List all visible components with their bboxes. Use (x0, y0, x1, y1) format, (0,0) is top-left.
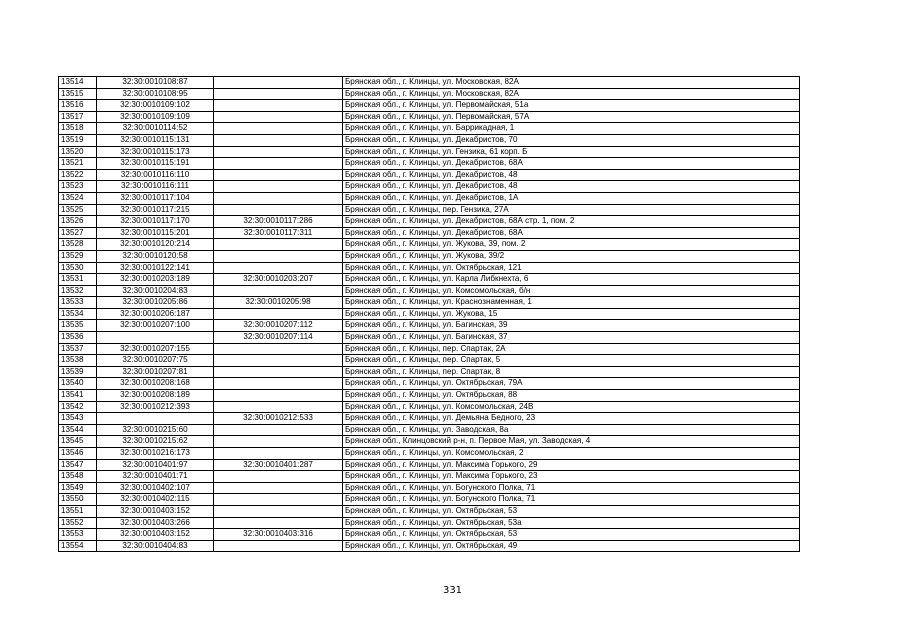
cadastral-number-cell: 32:30:0010117:170 (97, 216, 214, 228)
parent-cadastral-number-cell (214, 343, 343, 355)
cadastral-number-cell: 32:30:0010208:189 (97, 390, 214, 402)
parent-cadastral-number-cell (214, 77, 343, 89)
table-row (59, 471, 800, 483)
cadastral-number-cell: 32:30:0010402:107 (97, 482, 214, 494)
address-cell: Брянская обл., г. Клинцы, ул. Комсомольская, 24В (343, 401, 800, 413)
cadastral-number-cell: 32:30:0010120:214 (97, 239, 214, 251)
row-number-cell: 13530 (59, 262, 97, 274)
table-row (59, 482, 800, 494)
cadastral-number-cell: 32:30:0010108:87 (97, 77, 214, 89)
address-cell: Брянская обл., г. Клинцы, ул. Октябрьская, 53а (343, 517, 800, 529)
row-number-cell: 13542 (59, 401, 97, 413)
table-row (59, 123, 800, 135)
cadastral-number-cell: 32:30:0010207:75 (97, 355, 214, 367)
address-cell: Брянская обл., г. Клинцы, ул. Максима Горького, 23 (343, 471, 800, 483)
table-row (59, 343, 800, 355)
cadastral-number-cell: 32:30:0010116:110 (97, 169, 214, 181)
row-number-cell: 13519 (59, 134, 97, 146)
parent-cadastral-number-cell: 32:30:0010403:316 (214, 529, 343, 541)
parent-cadastral-number-cell (214, 482, 343, 494)
parent-cadastral-number-cell (214, 540, 343, 552)
table-row (59, 355, 800, 367)
address-cell: Брянская обл., г. Клинцы, ул. Жукова, 15 (343, 308, 800, 320)
address-cell: Брянская обл., г. Клинцы, ул. Заводская, 8а (343, 424, 800, 436)
cadastral-number-cell: 32:30:0010108:95 (97, 88, 214, 100)
cadastral-number-cell: 32:30:0010204:83 (97, 285, 214, 297)
parent-cadastral-number-cell (214, 448, 343, 460)
parent-cadastral-number-cell (214, 111, 343, 123)
row-number-cell: 13529 (59, 250, 97, 262)
address-cell: Брянская обл., г. Клинцы, ул. Жукова, 39, пом. 2 (343, 239, 800, 251)
parent-cadastral-number-cell (214, 134, 343, 146)
parent-cadastral-number-cell (214, 366, 343, 378)
cadastral-number-cell: 32:30:0010109:102 (97, 100, 214, 112)
cadastral-number-cell: 32:30:0010404:83 (97, 540, 214, 552)
table-row (59, 448, 800, 460)
table-row (59, 77, 800, 89)
address-cell: Брянская обл., г. Клинцы, ул. Декабристов, 70 (343, 134, 800, 146)
address-cell: Брянская обл., г. Клинцы, ул. Карла Либкнехта, 6 (343, 274, 800, 286)
table-row (59, 308, 800, 320)
parent-cadastral-number-cell: 32:30:0010207:112 (214, 320, 343, 332)
cadastral-number-cell: 32:30:0010215:62 (97, 436, 214, 448)
address-cell: Брянская обл., г. Клинцы, ул. Краснознаменная, 1 (343, 297, 800, 309)
parent-cadastral-number-cell (214, 308, 343, 320)
row-number-cell: 13538 (59, 355, 97, 367)
parent-cadastral-number-cell (214, 401, 343, 413)
parent-cadastral-number-cell (214, 123, 343, 135)
parent-cadastral-number-cell: 32:30:0010401:287 (214, 459, 343, 471)
row-number-cell: 13547 (59, 459, 97, 471)
address-cell: Брянская обл., г. Клинцы, ул. Богунского Полка, 71 (343, 494, 800, 506)
parent-cadastral-number-cell (214, 355, 343, 367)
cadastral-number-cell: 32:30:0010207:81 (97, 366, 214, 378)
address-cell: Брянская обл., г. Клинцы, ул. Багинская, 39 (343, 320, 800, 332)
row-number-cell: 13520 (59, 146, 97, 158)
row-number-cell: 13516 (59, 100, 97, 112)
cadastral-number-cell: 32:30:0010115:191 (97, 158, 214, 170)
table-row (59, 239, 800, 251)
parent-cadastral-number-cell: 32:30:0010205:98 (214, 297, 343, 309)
row-number-cell: 13550 (59, 494, 97, 506)
cadastral-number-cell: 32:30:0010401:97 (97, 459, 214, 471)
address-cell: Брянская обл., г. Клинцы, ул. Октябрьская, 53 (343, 529, 800, 541)
parent-cadastral-number-cell (214, 424, 343, 436)
address-cell: Брянская обл., г. Клинцы, пер. Спартак, 5 (343, 355, 800, 367)
table-row (59, 192, 800, 204)
table-row (59, 320, 800, 332)
row-number-cell: 13518 (59, 123, 97, 135)
cadastral-number-cell: 32:30:0010215:60 (97, 424, 214, 436)
cadastral-number-cell: 32:30:0010207:100 (97, 320, 214, 332)
table-row (59, 505, 800, 517)
row-number-cell: 13517 (59, 111, 97, 123)
address-cell: Брянская обл., г. Клинцы, ул. Декабристов, 1А (343, 192, 800, 204)
cadastral-number-cell: 32:30:0010115:173 (97, 146, 214, 158)
parent-cadastral-number-cell (214, 192, 343, 204)
row-number-cell: 13539 (59, 366, 97, 378)
table-row (59, 378, 800, 390)
row-number-cell: 13526 (59, 216, 97, 228)
parent-cadastral-number-cell: 32:30:0010203:207 (214, 274, 343, 286)
cadastral-number-cell: 32:30:0010115:131 (97, 134, 214, 146)
row-number-cell: 13540 (59, 378, 97, 390)
table-row (59, 250, 800, 262)
row-number-cell: 13514 (59, 77, 97, 89)
address-cell: Брянская обл., г. Клинцы, ул. Декабристов, 48 (343, 169, 800, 181)
row-number-cell: 13527 (59, 227, 97, 239)
address-cell: Брянская обл., г. Клинцы, ул. Багинская, 37 (343, 332, 800, 344)
parent-cadastral-number-cell: 32:30:0010117:311 (214, 227, 343, 239)
table-row (59, 262, 800, 274)
address-cell: Брянская обл., г. Клинцы, пер. Спартак, 2А (343, 343, 800, 355)
address-cell: Брянская обл., г. Клинцы, ул. Максима Горького, 29 (343, 459, 800, 471)
table-row (59, 459, 800, 471)
address-cell: Брянская обл., г. Клинцы, ул. Декабристов, 68А (343, 227, 800, 239)
cadastral-number-cell: 32:30:0010205:86 (97, 297, 214, 309)
address-cell: Брянская обл., г. Клинцы, ул. Первомайская, 57А (343, 111, 800, 123)
address-cell: Брянская обл., г. Клинцы, пер. Спартак, 8 (343, 366, 800, 378)
address-cell: Брянская обл., г. Клинцы, ул. Гензика, 61 корп. Б (343, 146, 800, 158)
parent-cadastral-number-cell (214, 436, 343, 448)
address-cell: Брянская обл., г. Клинцы, ул. Жукова, 39/2 (343, 250, 800, 262)
address-cell: Брянская обл., г. Клинцы, ул. Октябрьская, 49 (343, 540, 800, 552)
cadastral-number-cell: 32:30:0010117:104 (97, 192, 214, 204)
parent-cadastral-number-cell (214, 88, 343, 100)
row-number-cell: 13536 (59, 332, 97, 344)
parent-cadastral-number-cell (214, 505, 343, 517)
address-cell: Брянская обл., г. Клинцы, ул. Декабристов, 68А (343, 158, 800, 170)
row-number-cell: 13522 (59, 169, 97, 181)
table-row (59, 285, 800, 297)
table-row (59, 158, 800, 170)
address-cell: Брянская обл., г. Клинцы, ул. Комсомольская, 2 (343, 448, 800, 460)
cadastral-number-cell: 32:30:0010117:215 (97, 204, 214, 216)
table-row (59, 146, 800, 158)
registry-table (58, 76, 800, 552)
parent-cadastral-number-cell (214, 239, 343, 251)
row-number-cell: 13524 (59, 192, 97, 204)
parent-cadastral-number-cell (214, 146, 343, 158)
cadastral-number-cell: 32:30:0010402:115 (97, 494, 214, 506)
address-cell: Брянская обл., г. Клинцы, ул. Баррикадная, 1 (343, 123, 800, 135)
table-row (59, 88, 800, 100)
table-row (59, 297, 800, 309)
address-cell: Брянская обл., г. Клинцы, ул. Октябрьская, 88 (343, 390, 800, 402)
address-cell: Брянская обл., г. Клинцы, ул. Октябрьская, 53 (343, 505, 800, 517)
parent-cadastral-number-cell (214, 378, 343, 390)
address-cell: Брянская обл., г. Клинцы, ул. Демьяна Бедного, 23 (343, 413, 800, 425)
cadastral-number-cell (97, 413, 214, 425)
table-row (59, 494, 800, 506)
address-cell: Брянская обл., г. Клинцы, пер. Гензика, 27А (343, 204, 800, 216)
table-row (59, 134, 800, 146)
table-row (59, 332, 800, 344)
table-row (59, 529, 800, 541)
parent-cadastral-number-cell (214, 285, 343, 297)
row-number-cell: 13548 (59, 471, 97, 483)
table-row (59, 169, 800, 181)
row-number-cell: 13545 (59, 436, 97, 448)
parent-cadastral-number-cell: 32:30:0010207:114 (214, 332, 343, 344)
cadastral-number-cell: 32:30:0010115:201 (97, 227, 214, 239)
table-row (59, 390, 800, 402)
cadastral-number-cell: 32:30:0010403:266 (97, 517, 214, 529)
address-cell: Брянская обл., г. Клинцы, ул. Комсомольская, б/н (343, 285, 800, 297)
parent-cadastral-number-cell: 32:30:0010212:533 (214, 413, 343, 425)
row-number-cell: 13523 (59, 181, 97, 193)
cadastral-number-cell: 32:30:0010403:152 (97, 505, 214, 517)
page-number: 331 (442, 585, 463, 596)
row-number-cell: 13541 (59, 390, 97, 402)
parent-cadastral-number-cell (214, 250, 343, 262)
row-number-cell: 13552 (59, 517, 97, 529)
table-row (59, 111, 800, 123)
table-row (59, 540, 800, 552)
row-number-cell: 13554 (59, 540, 97, 552)
row-number-cell: 13551 (59, 505, 97, 517)
parent-cadastral-number-cell: 32:30:0010117:286 (214, 216, 343, 228)
row-number-cell: 13553 (59, 529, 97, 541)
address-cell: Брянская обл., г. Клинцы, ул. Октябрьская, 79А (343, 378, 800, 390)
cadastral-number-cell: 32:30:0010206:187 (97, 308, 214, 320)
row-number-cell: 13535 (59, 320, 97, 332)
row-number-cell: 13544 (59, 424, 97, 436)
cadastral-number-cell: 32:30:0010401:71 (97, 471, 214, 483)
cadastral-number-cell: 32:30:0010207:155 (97, 343, 214, 355)
cadastral-number-cell: 32:30:0010120:58 (97, 250, 214, 262)
cadastral-number-cell: 32:30:0010109:109 (97, 111, 214, 123)
address-cell: Брянская обл., г. Клинцы, ул. Московская, 82А (343, 77, 800, 89)
row-number-cell: 13515 (59, 88, 97, 100)
row-number-cell: 13521 (59, 158, 97, 170)
row-number-cell: 13525 (59, 204, 97, 216)
row-number-cell: 13533 (59, 297, 97, 309)
cadastral-number-cell: 32:30:0010114:52 (97, 123, 214, 135)
parent-cadastral-number-cell (214, 158, 343, 170)
table-row (59, 100, 800, 112)
parent-cadastral-number-cell (214, 494, 343, 506)
table-row (59, 227, 800, 239)
address-cell: Брянская обл., г. Клинцы, ул. Первомайская, 51а (343, 100, 800, 112)
cadastral-number-cell: 32:30:0010116:111 (97, 181, 214, 193)
table-row (59, 366, 800, 378)
row-number-cell: 13549 (59, 482, 97, 494)
parent-cadastral-number-cell (214, 181, 343, 193)
registry-table-body (59, 77, 800, 552)
cadastral-number-cell: 32:30:0010208:168 (97, 378, 214, 390)
table-row (59, 517, 800, 529)
cadastral-number-cell: 32:30:0010403:152 (97, 529, 214, 541)
cadastral-number-cell: 32:30:0010216:173 (97, 448, 214, 460)
table-row (59, 401, 800, 413)
table-row (59, 181, 800, 193)
row-number-cell: 13528 (59, 239, 97, 251)
table-row (59, 413, 800, 425)
table-row (59, 424, 800, 436)
address-cell: Брянская обл., г. Клинцы, ул. Декабристов, 68А стр. 1, пом. 2 (343, 216, 800, 228)
table-row (59, 436, 800, 448)
row-number-cell: 13532 (59, 285, 97, 297)
table-row (59, 204, 800, 216)
parent-cadastral-number-cell (214, 471, 343, 483)
table-row (59, 216, 800, 228)
address-cell: Брянская обл., г. Клинцы, ул. Декабристов, 48 (343, 181, 800, 193)
cadastral-number-cell: 32:30:0010212:393 (97, 401, 214, 413)
row-number-cell: 13531 (59, 274, 97, 286)
parent-cadastral-number-cell (214, 517, 343, 529)
address-cell: Брянская обл., г. Клинцы, ул. Октябрьская, 121 (343, 262, 800, 274)
cadastral-number-cell: 32:30:0010203:189 (97, 274, 214, 286)
row-number-cell: 13546 (59, 448, 97, 460)
row-number-cell: 13543 (59, 413, 97, 425)
parent-cadastral-number-cell (214, 100, 343, 112)
parent-cadastral-number-cell (214, 390, 343, 402)
row-number-cell: 13537 (59, 343, 97, 355)
table-row (59, 274, 800, 286)
parent-cadastral-number-cell (214, 262, 343, 274)
address-cell: Брянская обл., г. Клинцы, ул. Богунского Полка, 71 (343, 482, 800, 494)
address-cell: Брянская обл., г. Клинцы, ул. Московская, 82А (343, 88, 800, 100)
cadastral-number-cell (97, 332, 214, 344)
cadastral-number-cell: 32:30:0010122:141 (97, 262, 214, 274)
address-cell: Брянская обл., Клинцовский р-н, п. Первое Мая, ул. Заводская, 4 (343, 436, 800, 448)
parent-cadastral-number-cell (214, 204, 343, 216)
parent-cadastral-number-cell (214, 169, 343, 181)
row-number-cell: 13534 (59, 308, 97, 320)
